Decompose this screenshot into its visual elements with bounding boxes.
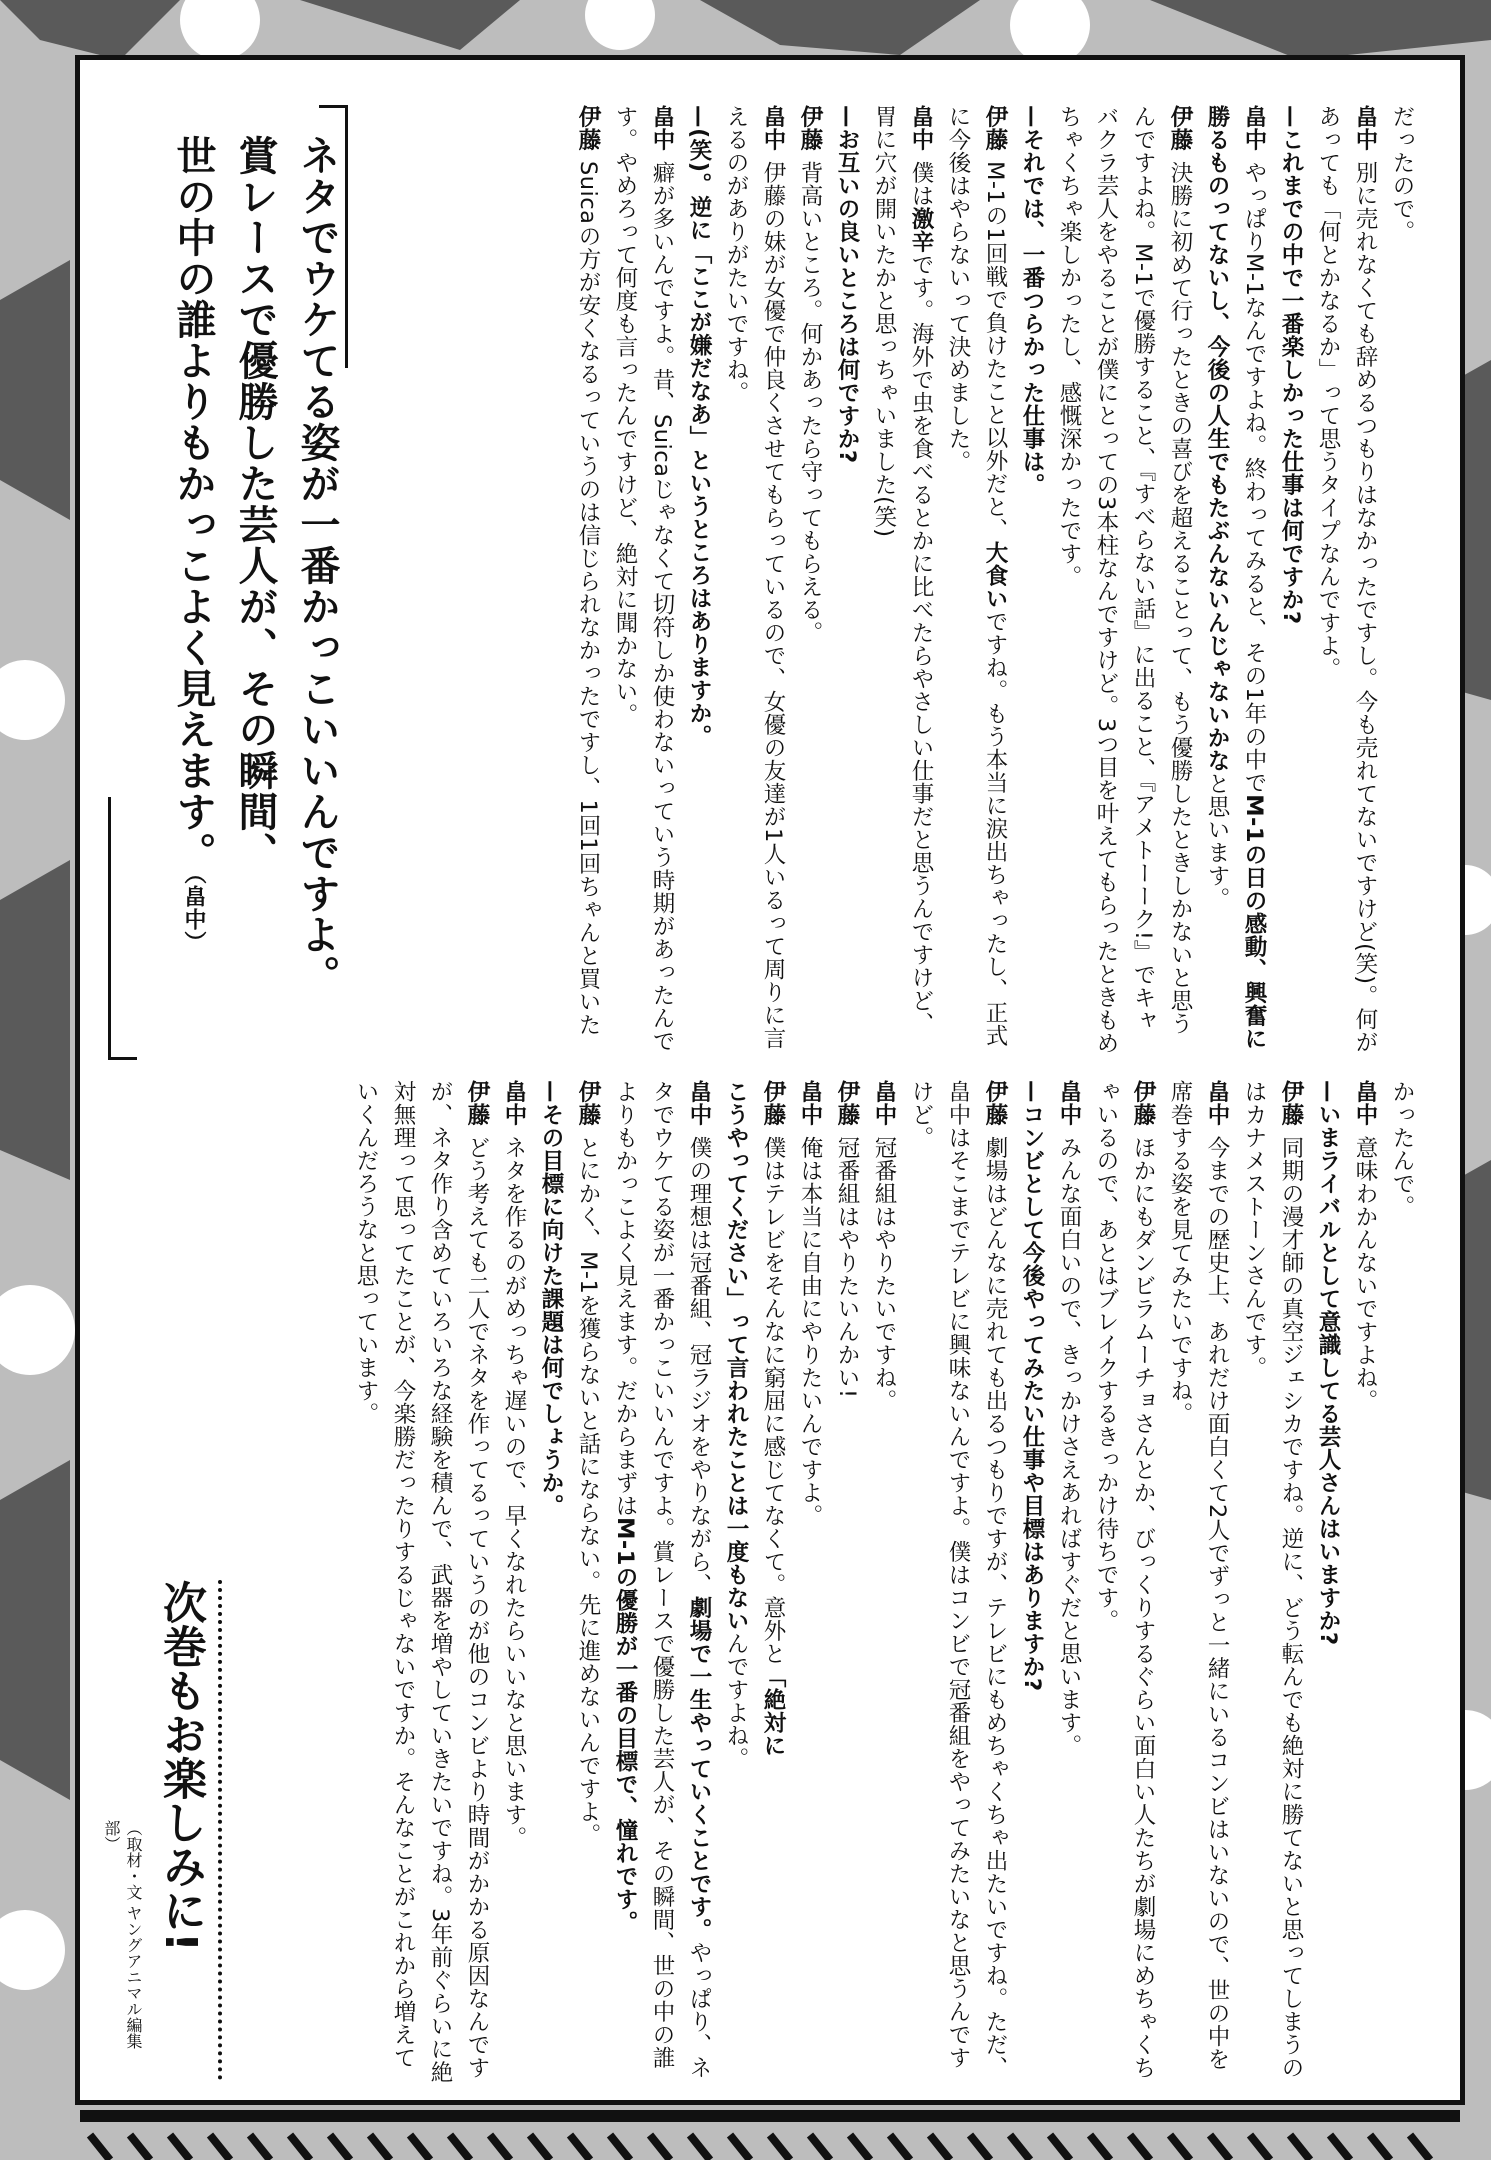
interview-answer bbox=[1383, 105, 1420, 1055]
quote-bracket-open bbox=[319, 105, 348, 368]
question-text: —お互いの良いところは何ですか? bbox=[834, 105, 860, 464]
speaker-name: 伊藤 bbox=[1130, 1080, 1156, 1126]
answer-text: と思います。 bbox=[1204, 772, 1230, 910]
question-text: —いまライバルとして意識してる芸人さんはいますか? bbox=[1315, 1080, 1341, 1646]
editorial-credit: （取材・文 ヤングアニマル編集部） bbox=[102, 1820, 143, 2050]
speaker-name: 畠中 bbox=[1352, 1080, 1378, 1126]
interview-answer bbox=[791, 1080, 828, 2090]
answer-text: ほかにもダンビラムーチョさんとか、びっくりするぐらい面白い人たちが劇場にめちゃくちゃいるので、あとはブレイクするきっかけ待ちです。 bbox=[1093, 1080, 1156, 2079]
speaker-name: 伊藤 bbox=[834, 1080, 860, 1126]
interview-answer bbox=[1346, 1080, 1383, 2090]
interview-question bbox=[532, 1080, 569, 2090]
interview-question bbox=[1013, 105, 1050, 1055]
interview-answer bbox=[865, 1080, 902, 2090]
speaker-name: 畠中 bbox=[649, 105, 675, 151]
answer-text: 冠番組はやりたいですね。 bbox=[871, 1136, 897, 1412]
pull-quote bbox=[108, 105, 348, 1060]
speaker-name: 畠中 bbox=[908, 105, 934, 151]
speaker-name: 畠中 bbox=[760, 105, 786, 151]
question-text: —それでは、一番つらかった仕事は。 bbox=[1019, 105, 1045, 496]
answer-text: 冠番組はやりたいんかい! bbox=[834, 1136, 860, 1399]
speaker-name: 伊藤 bbox=[982, 1080, 1008, 1126]
answer-text: やっぱり、ネタでウケてる姿が一番かっこいいんですよ。賞レースで優勝した芸人が、その瞬間、世の中の誰よりもかっこよく見えます。だからまずは bbox=[612, 1080, 712, 2079]
interview-question bbox=[828, 105, 865, 1055]
answer-text: どう考えても二人でネタを作ってるっていうのが他のコンビより時間がかかる原因なんですが、ネタ作り含めていろいろな経験を積んで、武器を増やしていきたいですね。3年前ぐらいに絶対無理って思ってたことが、今楽勝だったりするじゃないですか。そんなことがこれから増えていくんだろうなと思っています。 bbox=[353, 1080, 490, 2084]
answer-text: ですね。もう本当に涙出ちゃったし、正式に今後はやらないって決めました。 bbox=[945, 105, 1008, 1048]
pull-quote-speaker: （畠中） bbox=[181, 873, 206, 954]
answer-text: です。海外で虫を食べるとかに比べたらやさしい仕事だと思うんですけど、胃に穴が開いたかと思っちゃいました(笑) bbox=[871, 105, 934, 1035]
interview-question bbox=[1013, 1080, 1050, 2090]
speaker-name: 畠中 bbox=[797, 1080, 823, 1126]
speaker-name: 伊藤 bbox=[464, 1080, 490, 1126]
highlight-text: M-1の優勝が一番の目標で、憧れです。 bbox=[612, 1517, 638, 1934]
interview-answer bbox=[717, 105, 791, 1055]
speaker-name: 畠中 bbox=[1204, 1080, 1230, 1126]
question-text: —その目標に向けた課題は何でしょうか。 bbox=[538, 1080, 564, 1517]
answer-text: 癖が多いんですよ。昔、Suicaじゃなくて切符しか使わないっていう時期があったんです。やめろって何度も言ったんですけど、絶対に聞かない。 bbox=[612, 105, 675, 1053]
article-tier2-right bbox=[230, 1080, 1420, 2090]
question-text: —コンビとして今後やってみたい仕事や目標はありますか? bbox=[1019, 1080, 1045, 1692]
highlight-text: こうやってください」って言われたことは一度もない bbox=[723, 1080, 749, 1632]
highlight-text: 大食い bbox=[982, 541, 1008, 611]
answer-text: 意味わかんないですよね。 bbox=[1352, 1136, 1378, 1412]
answer-text: だったので。 bbox=[1389, 105, 1415, 243]
speaker-name: 伊藤 bbox=[797, 105, 823, 151]
interview-answer bbox=[1087, 1080, 1161, 2090]
answer-text: 今までの歴史上、あれだけ面白くて2人でずっと一緒にいるコンビはいないので、世の中を席巻する姿を見てみたいですね。 bbox=[1167, 1080, 1230, 2071]
speaker-name: 伊藤 bbox=[1278, 1080, 1304, 1126]
pull-quote-line-2: 賞レースで優勝した芸人が、その瞬間、 bbox=[232, 135, 278, 873]
next-volume-notice: 次巻もお楽しみに! bbox=[150, 1580, 222, 2080]
speaker-name: 伊藤 bbox=[575, 105, 601, 151]
quote-bracket-close bbox=[108, 797, 137, 1060]
interview-answer bbox=[939, 105, 1013, 1055]
interview-question bbox=[1309, 1080, 1346, 2090]
answer-text: 俺は本当に自由にやりたいんですよ。 bbox=[797, 1136, 823, 1527]
interview-answer bbox=[717, 1080, 754, 2090]
answer-text: 伊藤の妹が女優で仲良くさせてもらっているので、女優の友達が1人いるって周りに言えるのがありがたいですね。 bbox=[723, 105, 786, 1050]
speaker-name: 伊藤 bbox=[1167, 105, 1193, 151]
pull-quote-line-1: ネタでウケてる姿が一番かっこいいんですよ。 bbox=[294, 135, 340, 996]
answer-text: やっぱりM-1なんですよね。終わってみると、その1年の中で bbox=[1241, 161, 1267, 795]
speaker-name: 伊藤 bbox=[982, 105, 1008, 151]
question-text: —これまでの中で一番楽しかった仕事は何ですか? bbox=[1278, 105, 1304, 625]
interview-answer bbox=[791, 105, 828, 1055]
speaker-name: 畠中 bbox=[871, 1080, 897, 1126]
speaker-name: 伊藤 bbox=[575, 1080, 601, 1126]
speaker-name: 畠中 bbox=[686, 1080, 712, 1126]
highlight-text: 「絶対に bbox=[760, 1665, 786, 1757]
interview-answer bbox=[1235, 1080, 1309, 2090]
interview-answer bbox=[569, 105, 606, 1055]
interview-answer bbox=[865, 105, 939, 1055]
speaker-name: 伊藤 bbox=[760, 1080, 786, 1126]
answer-text: とにかく、M-1を獲らないと話にならない。先に進めないんですよ。 bbox=[575, 1136, 601, 1847]
question-text: —(笑)。逆に「ここが嫌だなあ」というところはありますか。 bbox=[686, 105, 712, 748]
pull-quote-line-3: 世の中の誰よりもかっこよく見えます。（畠中） bbox=[170, 135, 216, 954]
speaker-name: 畠中 bbox=[501, 1080, 527, 1126]
interview-answer bbox=[569, 1080, 606, 2090]
answer-text: 僕はテレビをそんなに窮屈に感じてなくて。意外と bbox=[760, 1136, 786, 1665]
interview-answer bbox=[1309, 105, 1383, 1055]
answer-text: 決勝に初めて行ったときの喜びを超えることって、もう優勝したときしかないと思うんですよね。M-1で優勝すること、『すべらない話』に出ること、『アメトーーク!』でキャバクラ芸人をやることが僕にとっての3本柱なんですけど。3つ目を叶えてもらったときもめちゃくちゃ楽しかったし、感慨深かったです。 bbox=[1056, 105, 1193, 1055]
answer-text: 背高いところ。何かあったら守ってもらえる。 bbox=[797, 161, 823, 644]
speaker-name: 畠中 bbox=[1056, 1080, 1082, 1126]
answer-text: 同期の漫才師の真空ジェシカですね。逆に、どう転んでも絶対に勝てないと思ってしまうのはカナメストーンさんです。 bbox=[1241, 1080, 1304, 2079]
answer-text: ネタを作るのがめっちゃ遅いので、早くなれたらいいなと思います。 bbox=[501, 1136, 527, 1849]
answer-text: 劇場はどんなに売れても出るつもりですが、テレビにもめちゃくちゃ出たいですね。ただ、畠中はそこまでテレビに興味ないんですよ。僕はコンビで冠番組をやってみたいなと思うんですけど。 bbox=[908, 1080, 1008, 2079]
interview-answer bbox=[828, 1080, 865, 2090]
highlight-text: M-1の日の感動、興奮に勝るものってないし、今後の人生でもたぶんないんじゃないかな bbox=[1204, 105, 1267, 1051]
speaker-name: 畠中 bbox=[1241, 105, 1267, 151]
highlight-text: 劇場で一生やっていくことです。 bbox=[686, 1596, 712, 1941]
answer-text: 別に売れなくても辞めるつもりはなかったですし。今も売れてないですけど(笑)。何があっても「何とかなるか」って思うタイプなんですよ。 bbox=[1315, 105, 1378, 1054]
interview-answer bbox=[1050, 105, 1198, 1055]
interview-answer bbox=[1198, 105, 1272, 1055]
interview-answer bbox=[1050, 1080, 1087, 2090]
interview-answer bbox=[1383, 1080, 1420, 2090]
answer-text: Suicaの方が安くなるっていうのは信じられなかったですし、1回1回ちゃんと買いた bbox=[575, 161, 601, 1037]
answer-text: んですよね。 bbox=[723, 1632, 749, 1770]
answer-text: 僕は bbox=[908, 161, 934, 207]
interview-answer bbox=[1161, 1080, 1235, 2090]
interview-question bbox=[1272, 105, 1309, 1055]
highlight-text: 激辛 bbox=[908, 207, 934, 253]
interview-answer bbox=[606, 1080, 717, 2090]
interview-answer bbox=[606, 105, 680, 1055]
interview-question bbox=[680, 105, 717, 1055]
interview-answer bbox=[754, 1080, 791, 2090]
answer-text: かったんで。 bbox=[1389, 1080, 1415, 1218]
answer-text: M-1の1回戦で負けたこと以外だと、 bbox=[982, 161, 1008, 542]
interview-answer bbox=[495, 1080, 532, 2090]
answer-text: 僕の理想は冠番組、冠ラジオをやりながら、 bbox=[686, 1136, 712, 1596]
article-tier1-right bbox=[390, 105, 1420, 1055]
interview-answer bbox=[347, 1080, 495, 2090]
speaker-name: 畠中 bbox=[1352, 105, 1378, 151]
answer-text: みんな面白いので、きっかけさえあればすぐだと思います。 bbox=[1056, 1136, 1082, 1757]
interview-answer bbox=[902, 1080, 1013, 2090]
